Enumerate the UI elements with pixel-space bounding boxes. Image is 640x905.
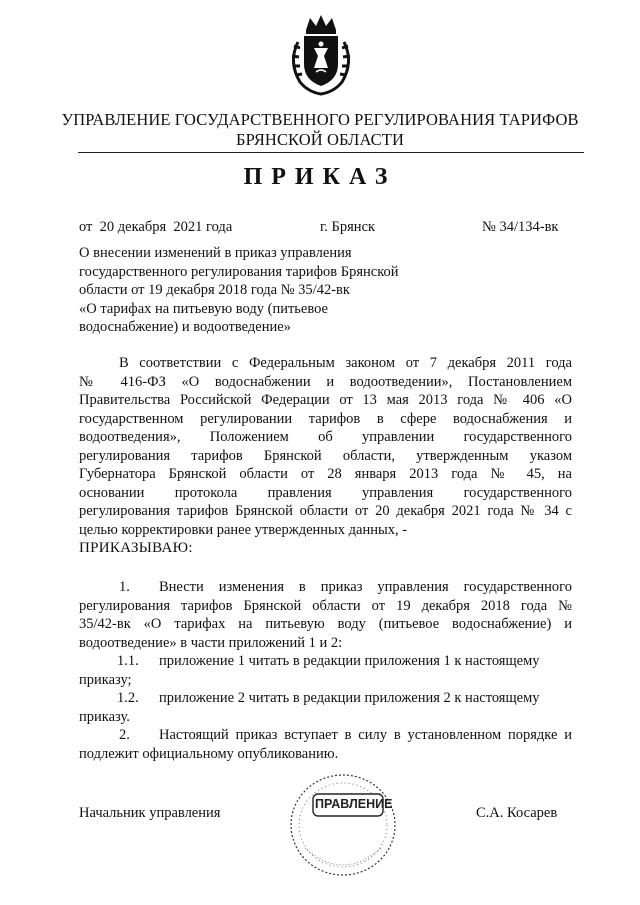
organization-name-line1: УПРАВЛЕНИЕ ГОСУДАРСТВЕННОГО РЕГУЛИРОВАНИЯ ТАРИФОВ — [61, 110, 579, 129]
item-2-first-line — [79, 726, 572, 745]
preamble-line: государственном регулировании тарифов в сфере водоснабжения и — [79, 410, 572, 427]
preamble-line: В соответствии с Федеральным законом от 7 декабря 2011 года — [119, 355, 572, 371]
bryansk-coat-of-arms-icon — [286, 12, 356, 96]
item-text: Настоящий приказ вступает в силу в установленном порядке и — [159, 727, 572, 743]
signatory-position: Начальник управления — [79, 805, 221, 821]
order-city: г. Брянск — [320, 219, 376, 235]
header-divider — [78, 152, 584, 153]
item-number: 1. — [119, 579, 130, 595]
item-text: приложение 2 читать в редакции приложения 2 к настоящему — [159, 690, 540, 706]
preamble-line: целью корректировки ранее утвержденных данных, - — [79, 521, 408, 538]
item-1-2-first-line — [79, 689, 572, 708]
preamble-line: регулирования тарифов Брянской области, утвержденным указом — [79, 447, 572, 464]
item-1-1-first-line — [79, 652, 572, 671]
preamble-line: водоотведения», Положением об управлении государственного — [79, 429, 572, 445]
item-text: 35/42-вк «О тарифах на питьевую воду (питьевое водоснабжение) и — [79, 616, 572, 632]
subject-line: «О тарифах на питьевую воду (питьевое — [79, 300, 328, 317]
order-subject — [79, 244, 439, 337]
document-title: ПРИКАЗ — [243, 164, 397, 190]
item-text: регулирования тарифов Брянской области от 19 декабря 2018 года № — [79, 597, 572, 614]
official-stamp — [283, 770, 403, 880]
order-items — [79, 578, 572, 763]
item-text: приложение 1 читать в редакции приложения 1 к настоящему — [159, 653, 540, 669]
order-directive-word: ПРИКАЗЫВАЮ: — [79, 540, 193, 556]
item-number: 2. — [119, 727, 130, 743]
item-text: водоотведение» в части приложений 1 и 2: — [79, 634, 343, 651]
preamble-paragraph — [79, 354, 572, 539]
preamble-line: Губернатора Брянской области от 28 января 2013 года № 45, на — [79, 466, 572, 482]
item-text: Внести изменения в приказ управления государственного — [159, 579, 572, 595]
item-text: приказу; — [79, 671, 132, 688]
item-number: 1.1. — [117, 653, 139, 669]
subject-line: государственного регулирования тарифов Брянской — [79, 263, 399, 280]
subject-line: области от 19 декабря 2018 года № 35/42-вк — [79, 282, 350, 298]
item-text: приказу. — [79, 708, 130, 725]
item-1-first-line — [79, 578, 572, 597]
item-number: 1.2. — [117, 690, 139, 706]
preamble-line: № 416-ФЗ «О водоснабжении и водоотведении», Постановлением — [79, 373, 572, 390]
preamble-line: основании протокола правления управления государственного — [79, 484, 572, 501]
subject-line: О внесении изменений в приказ управления — [79, 245, 352, 261]
subject-line: водоснабжение) и водоотведение» — [79, 319, 291, 335]
preamble-line: регулирования тарифов Брянской области от 20 декабря 2021 года № 34 с — [79, 503, 572, 519]
signatory-name: С.А. Косарев — [476, 805, 558, 821]
preamble-line: Правительства Российской Федерации от 13 мая 2013 года № 406 «О — [79, 392, 572, 408]
order-date: от 20 декабря 2021 года — [79, 219, 233, 235]
stamp-text: ПРАВЛЕНИЕ — [315, 797, 393, 811]
item-text: подлежит официальному опубликованию. — [79, 745, 339, 762]
organization-name-line2: БРЯНСКОЙ ОБЛАСТИ — [236, 130, 404, 149]
order-number: № 34/134-вк — [482, 219, 559, 235]
